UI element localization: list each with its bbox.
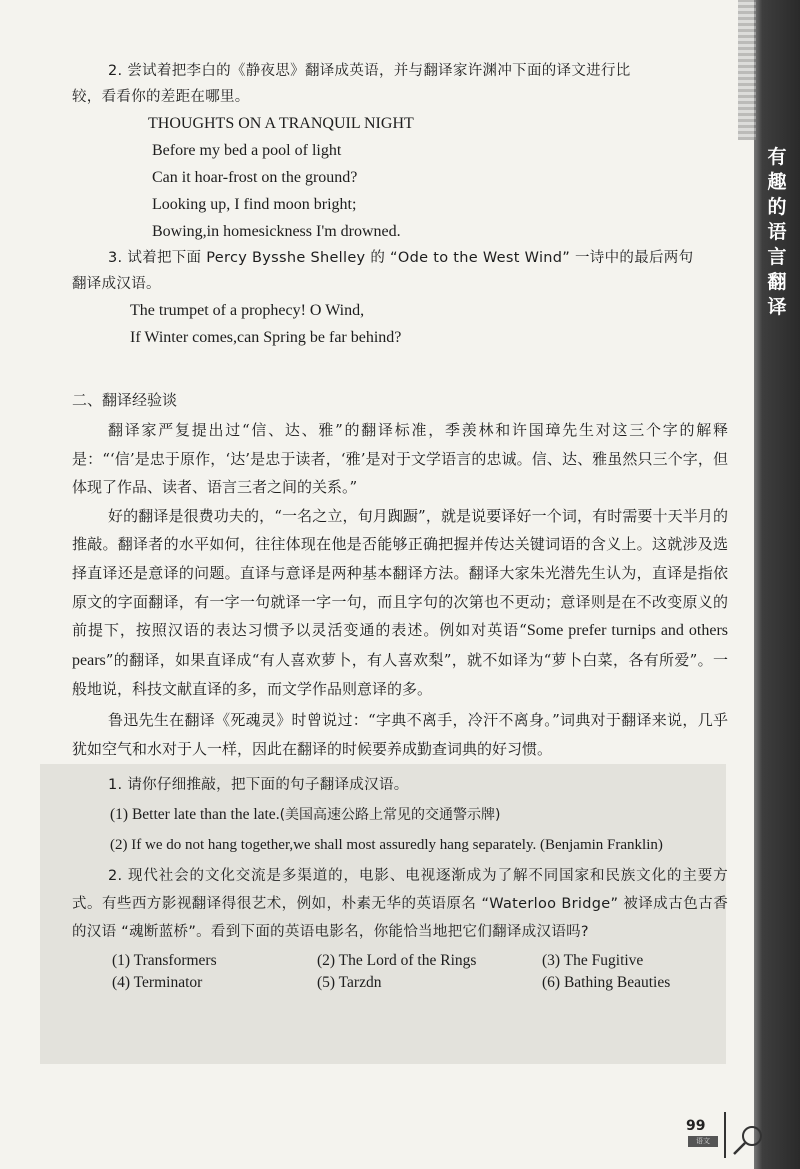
film-item: (5) Tarzdn <box>317 974 382 991</box>
item-number: (1) <box>110 806 129 823</box>
paragraph-2-part: 好的翻译是很费功夫的，“一名之立，旬月踟蹰”，就是说要译好一个词，有时需要十天半月的推敲。翻译者的水平如何，往往体现在他是否能够正确把握并传达关键词语的含义上。这就涉及选择直译还是意译的问题。直译与意译是两种基本翻译方法。翻译大家朱光潜先生认为，直译是指依原文的字面翻译，有一字一句就译一字一句，而且字句的次第也不更动；意译则是在不改变原义的前提下，按照汉语的表达习惯予以灵活变通的表述。例如对英语“ <box>72 506 728 640</box>
film-item: (6) Bathing Beauties <box>542 974 671 991</box>
paragraph-1: 翻译家严复提出过“信、达、雅”的翻译标准，季羡林和许国璋先生对这三个字的解释是：“‘信’是忠于原作，‘达’是忠于读者，‘雅’是对于文学语言的忠诚。信、达、雅虽然只三个字，但体现了作品、读者、语言三者之间的关系。” <box>72 421 728 497</box>
exercise-item <box>110 800 728 830</box>
side-title-char: 的 <box>767 196 787 218</box>
side-title-char: 语 <box>767 221 787 243</box>
exercise-b1-text: 1. 请你仔细推敲，把下面的句子翻译成汉语。 <box>108 777 409 793</box>
page-number: 99 <box>686 1118 706 1134</box>
page-content <box>72 58 728 763</box>
side-title-char: 有 <box>767 146 787 168</box>
exercise-2-text: 2. 尝试着把李白的《静夜思》翻译成英语，并与翻译家许渊冲下面的译文进行比 <box>108 63 631 79</box>
item-english: If we do not hang together,we shall most assuredly hang separately. (Benjamin Franklin) <box>131 837 663 853</box>
film-item: (2) The Lord of the Rings <box>317 952 477 969</box>
side-band <box>754 0 800 1169</box>
paragraph-2 <box>72 502 728 704</box>
page-tag: 语文 <box>688 1136 718 1147</box>
item-note: (美国高速公路上常见的交通警示牌) <box>279 807 501 823</box>
poem-line: Looking up, I find moon bright; <box>152 196 357 213</box>
poem-title: THOUGHTS ON A TRANQUIL NIGHT <box>148 115 414 132</box>
side-title-char: 翻 <box>767 271 787 293</box>
magnifier-icon <box>728 1120 768 1160</box>
poem-line: Can it hoar-frost on the ground? <box>152 169 358 186</box>
exercise-3-text-cont: 翻译成汉语。 <box>72 276 161 292</box>
exercise-3-text: 3. 试着把下面 Percy Bysshe Shelley 的 “Ode to the West Wind” 一诗中的最后两句 <box>108 250 694 266</box>
exercise-2-text-cont: 较，看看你的差距在哪里。 <box>72 89 250 105</box>
exercise-item <box>110 830 728 860</box>
film-item: (3) The Fugitive <box>542 952 644 969</box>
poem-line: Before my bed a pool of light <box>152 142 342 159</box>
paragraph-2-english: Some prefer turnips and others pears <box>72 622 729 669</box>
film-list <box>112 952 728 992</box>
page-divider <box>724 1112 726 1158</box>
film-item: (1) Transformers <box>112 952 217 969</box>
side-title <box>762 145 792 320</box>
item-english: Better late than the late. <box>131 806 280 823</box>
poem-line: Bowing,in homesickness I'm drowned. <box>152 223 401 240</box>
film-item: (4) Terminator <box>112 974 203 991</box>
exercise-box-content <box>72 770 728 992</box>
side-title-char: 译 <box>767 296 787 318</box>
side-title-char: 言 <box>767 246 787 268</box>
ode-line: The trumpet of a prophecy! O Wind, <box>130 302 365 319</box>
paragraph-3: 鲁迅先生在翻译《死魂灵》时曾说过：“字典不离手，冷汗不离身。”词典对于翻译来说，几乎犹如空气和水对于人一样，因此在翻译的时候要养成勤查词典的好习惯。 <box>72 710 728 758</box>
item-number: (2) <box>110 837 128 853</box>
ode-line: If Winter comes,can Spring be far behind? <box>130 329 402 346</box>
paragraph-2-part: ”的翻译，如果直译成“有人喜欢萝卜，有人喜欢梨”，就不如译为“萝卜白菜，各有所爱”。一般地说，科技文献直译的多，而文学作品则意译的多。 <box>72 650 728 699</box>
exercise-b2-text: 2. 现代社会的文化交流是多渠道的，电影、电视逐渐成为了解不同国家和民族文化的主要方式。有些西方影视翻译得很艺术，例如，朴素无华的英语原名 “Waterloo Bridge” 被译成古色古香的汉语 “魂断蓝桥”。看到下面的英语电影名，你能恰当地把它们翻译成汉语吗? <box>72 868 728 940</box>
section-heading: 二、翻译经验谈 <box>72 391 178 409</box>
side-title-char: 趣 <box>767 171 787 193</box>
